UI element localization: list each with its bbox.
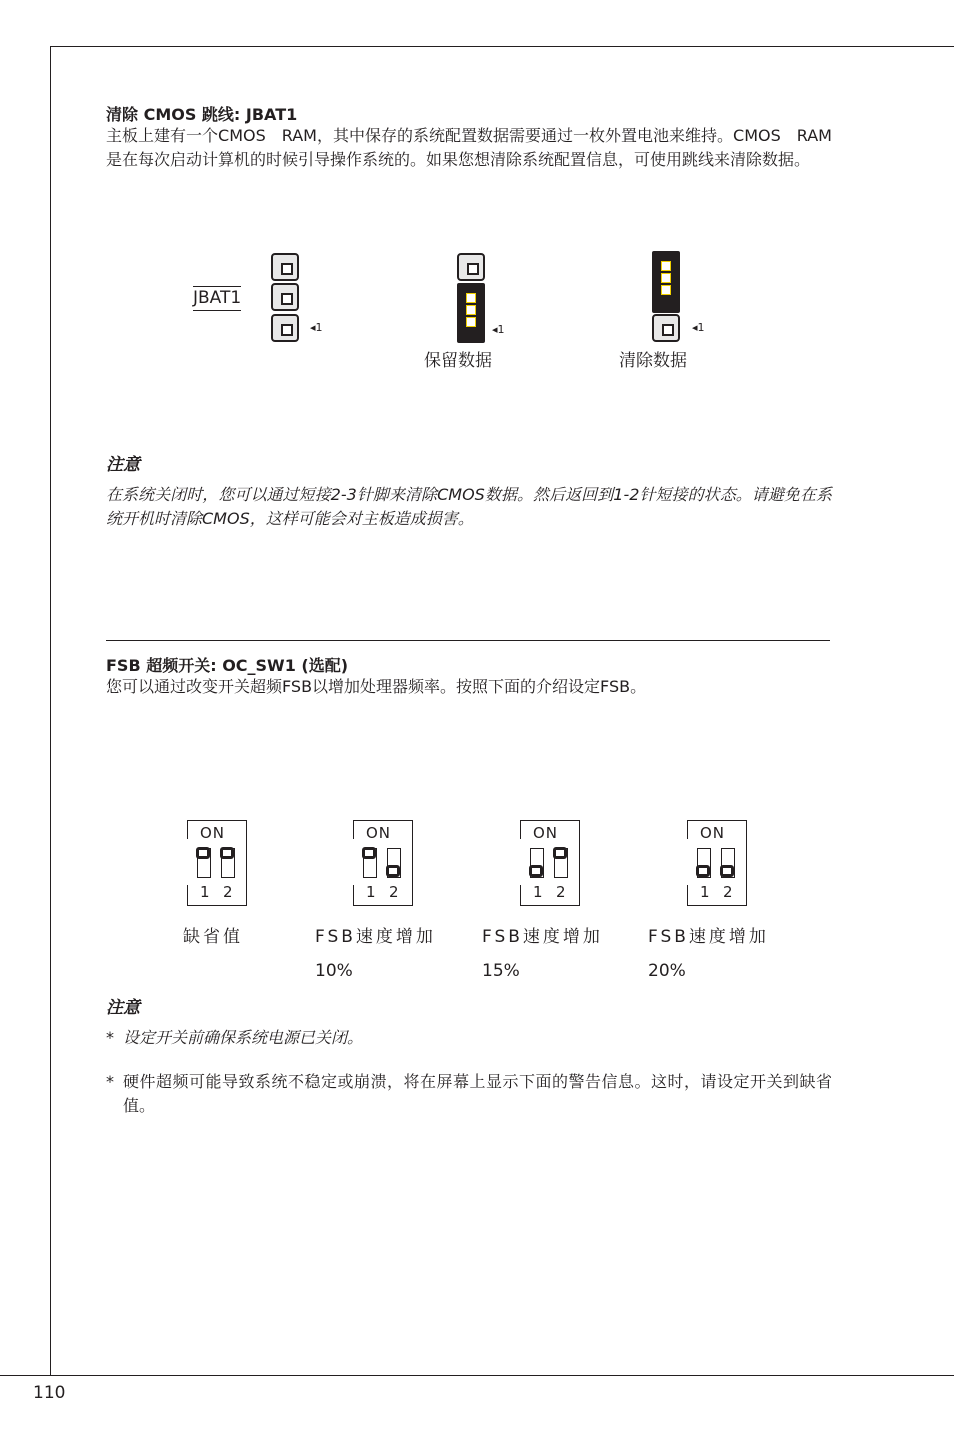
dip-toggle-1 [363,848,377,878]
dip-switch-10pct [353,820,413,906]
dip-switch-default [187,820,247,906]
page-frame-bottom [0,1375,954,1376]
note-bullet-2: * 硬件超频可能导致系统不稳定或崩溃，将在屏幕上显示下面的警告信息。这时，请设定开关到缺省值。 [106,1072,832,1115]
jumper-label: JBAT1 [193,286,241,311]
jumper-pin-2 [271,283,299,311]
jumper-pin-1 [652,314,680,342]
jumper-pin-1 [271,314,299,342]
keep-data-caption: 保留数据 [424,351,492,371]
dip-toggle-1 [197,848,211,878]
dip-caption-20pct: FSB速度增加 20% [648,927,769,981]
dip-caption-10pct: FSB速度增加 10% [315,927,436,981]
section-divider [106,640,830,641]
dip-caption-15pct: FSB速度增加 15% [482,927,603,981]
pin1-marker: ◂1 [692,321,705,334]
dip-number-2: 2 [556,883,566,901]
dip-switch-15pct [520,820,580,906]
dip-on-label: ON [366,824,392,842]
jumper-pin-3 [457,253,485,281]
dip-toggle-2 [387,848,401,878]
dip-number-2: 2 [389,883,399,901]
section-heading-jbat1: 清除 CMOS 跳线: JBAT1 [106,105,298,124]
section-heading-oc-sw1: FSB 超频开关: OC_SW1 (选配) [106,656,349,675]
dip-on-label: ON [700,824,726,842]
note-bullet-1: * 设定开关前确保系统电源已关闭。 [106,1028,364,1047]
dip-number-1: 1 [533,883,543,901]
pin1-marker: ◂1 [310,321,323,334]
dip-number-1: 1 [200,883,210,901]
clear-data-caption: 清除数据 [619,351,687,371]
dip-toggle-1 [530,848,544,878]
dip-toggle-2 [721,848,735,878]
dip-on-label: ON [533,824,559,842]
note-title-2: 注意 [106,998,140,1018]
dip-switch-20pct [687,820,747,906]
page-frame-top [50,46,954,47]
jumper-pin-3 [271,253,299,281]
dip-caption-default: 缺省值 [183,927,243,947]
dip-number-1: 1 [700,883,710,901]
note-title: 注意 [106,455,140,475]
dip-number-1: 1 [366,883,376,901]
dip-toggle-2 [554,848,568,878]
section-body-jbat1: 主板上建有一个CMOS RAM，其中保存的系统配置数据需要通过一枚外置电池来维持。CMOS RAM是在每次启动计算机的时候引导操作系统的。如果您想清除系统配置信息，可使用跳线来清除数据。 [106,126,832,169]
dip-on-label: ON [200,824,226,842]
pin1-marker: ◂1 [492,323,505,336]
jumper-cap-2-3 [652,251,680,313]
dip-number-2: 2 [723,883,733,901]
dip-toggle-2 [221,848,235,878]
section-body-oc-sw1: 您可以通过改变开关超频FSB以增加处理器频率。按照下面的介绍设定FSB。 [106,677,647,696]
page-number: 110 [33,1383,66,1403]
note-body: 在系统关闭时，您可以通过短接2-3针脚来清除CMOS数据。然后返回到1-2针短接的状态。请避免在系统开机时清除CMOS，这样可能会对主板造成损害。 [106,485,832,528]
jumper-cap-1-2 [457,283,485,343]
dip-toggle-1 [697,848,711,878]
page-frame-left [50,46,51,1375]
dip-number-2: 2 [223,883,233,901]
